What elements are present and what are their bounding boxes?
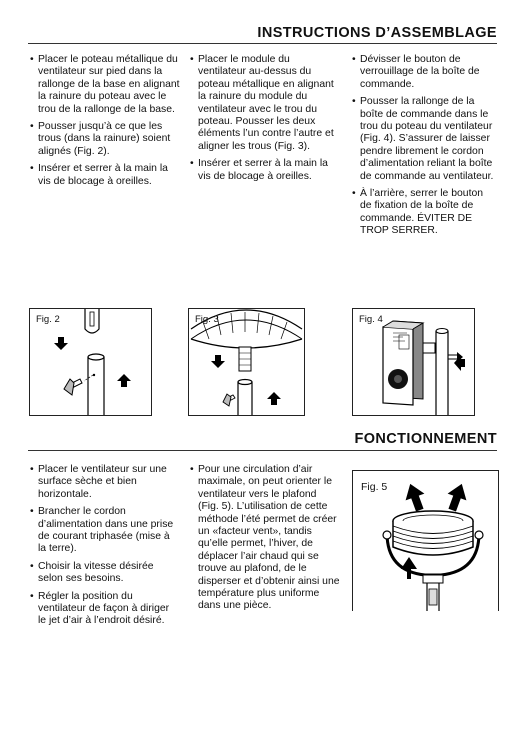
assembly-column-2 [190, 54, 340, 188]
figure-3 [188, 308, 305, 416]
assembly-step-4: • Placer le module du ventilateur au-dessus du poteau métallique en alignant la rainure du module du ventilateur avec le trou du poteau. Pousser les deux éléments l’un contre l’autre et aligner les trous (Fig. 3). [190, 54, 340, 153]
assembly-step-6: • Dévisser le bouton de verrouillage de la boîte de commande. [352, 54, 497, 91]
assembly-title-rule [28, 43, 497, 44]
figure-2 [29, 308, 152, 416]
operation-step-5: • Pour une circulation d’air maximale, on peut orienter le ventilateur vers le plafond (Fig. 5). L’utilisation de cette méthode l’été permet de créer un «facteur vent», tandis qu’elle permet, l’hiver, de déplacer l’air chaud qui se trouve au plafond, de le disperser et d’obtenir ainsi une température plus uniforme dans une pièce. [190, 464, 340, 613]
assembly-title: INSTRUCTIONS D’ASSEMBLAGE [257, 25, 497, 41]
assembly-column-3 [352, 54, 497, 243]
figure-2-label: Fig. 2 [36, 314, 60, 325]
operation-column-1 [30, 464, 180, 633]
operation-step-2: • Brancher le cordon d’alimentation dans une prise de courant triphasée (mise à la terre). [30, 506, 180, 556]
operation-step-4: • Régler la position du ventilateur de façon à diriger le jet d’air à l’endroit désiré. [30, 591, 180, 628]
assembly-step-8: • À l’arrière, serrer le bouton de fixation de la boîte de commande. ÉVITER DE TROP SERRER. [352, 188, 497, 238]
operation-step-3: • Choisir la vitesse désirée selon ses besoins. [30, 561, 180, 586]
figure-5-label: Fig. 5 [361, 481, 388, 493]
figure-3-label: Fig. 3 [195, 314, 219, 325]
operation-title-rule [28, 450, 497, 451]
operation-title: FONCTIONNEMENT [354, 431, 497, 447]
operation-column-2 [190, 464, 340, 618]
assembly-column-1 [30, 54, 180, 193]
figure-4-label: Fig. 4 [359, 314, 383, 325]
operation-step-1: • Placer le ventilateur sur une surface sèche et bien horizontale. [30, 464, 180, 501]
figure-4 [352, 308, 475, 416]
figure-5 [352, 470, 499, 611]
assembly-step-3: • Insérer et serrer à la main la vis de blocage à oreilles. [30, 163, 180, 188]
assembly-step-7: • Pousser la rallonge de la boîte de commande dans le trou du poteau du ventilateur (Fig. 4). S’assurer de laisser pendre librement le cordon d’alimentation reliant la boîte de commande au ventilateur. [352, 96, 497, 183]
assembly-step-1: • Placer le poteau métallique du ventilateur sur pied dans la rallonge de la base en alignant la rainure du poteau avec le trou de la rallonge de la base. [30, 54, 180, 116]
assembly-step-2: • Pousser jusqu’à ce que les trous (dans la rainure) soient alignés (Fig. 2). [30, 121, 180, 158]
assembly-step-5: • Insérer et serrer à la main la vis de blocage à oreilles. [190, 158, 340, 183]
